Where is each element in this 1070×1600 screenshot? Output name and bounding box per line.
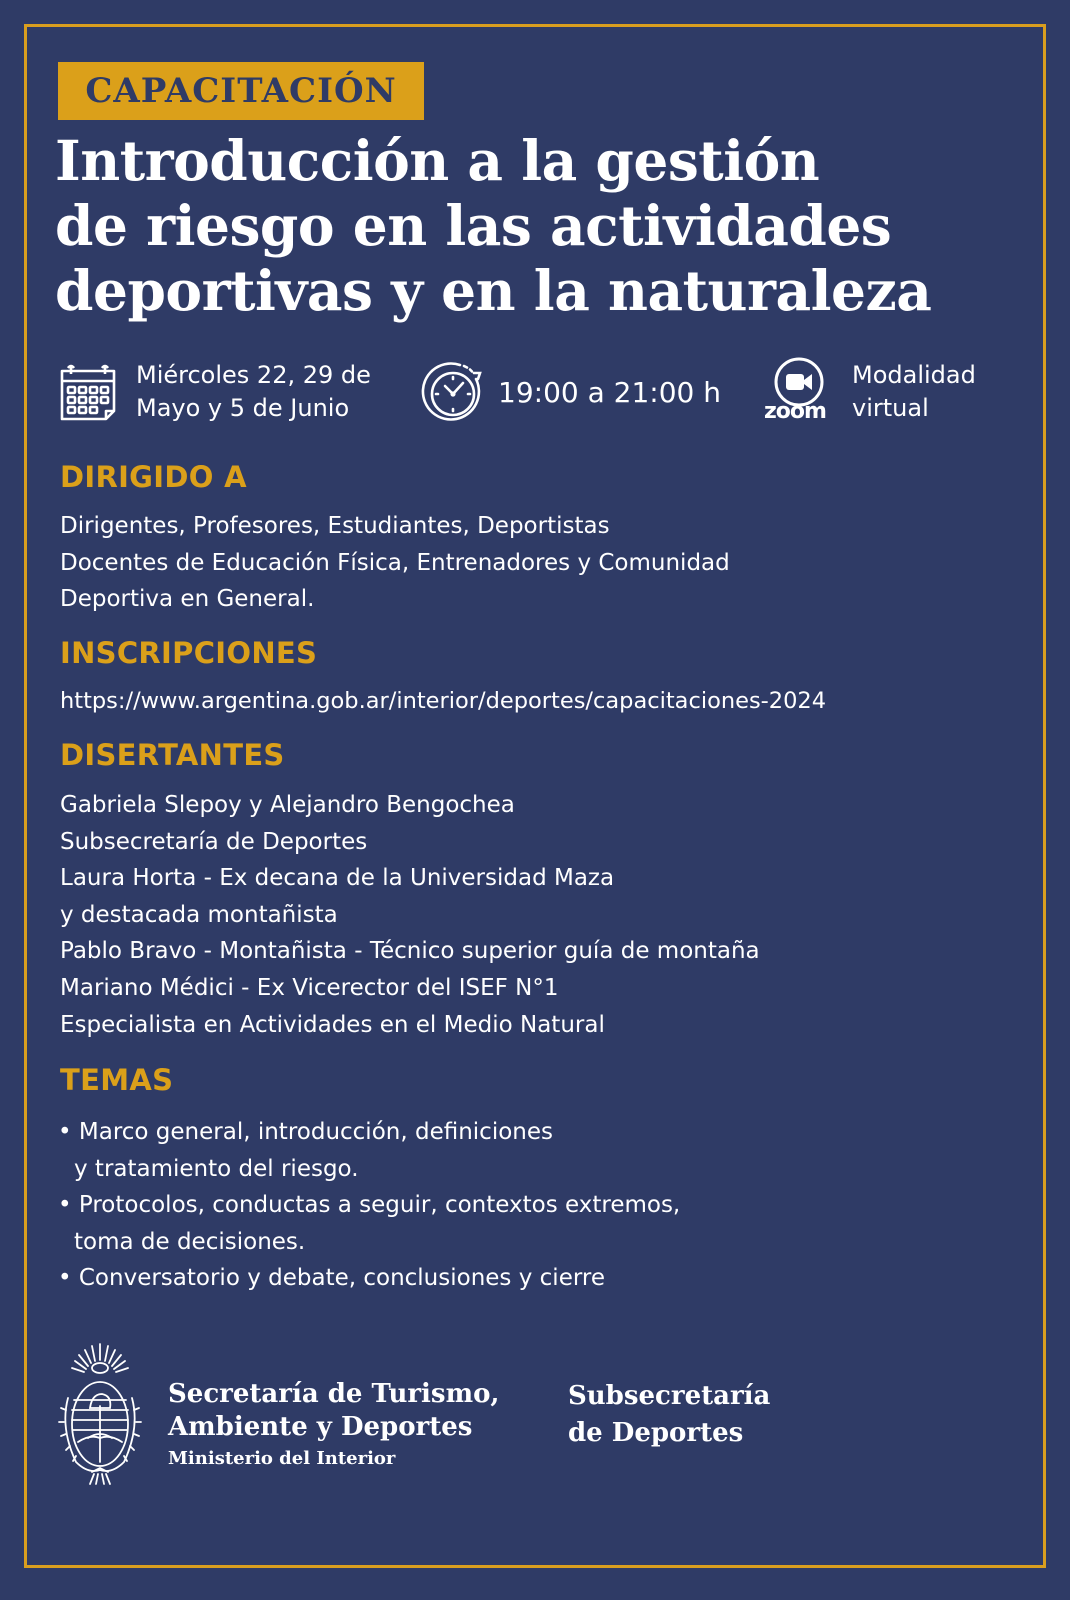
title-line: deportivas y en la naturaleza bbox=[55, 258, 932, 323]
speaker-line: Laura Horta - Ex decana de la Universidad Maza bbox=[60, 865, 615, 892]
topic-item-continuation: y tratamiento del riesgo. bbox=[74, 1155, 359, 1182]
date-line: Miércoles 22, 29 de bbox=[136, 361, 371, 389]
argentina-coat-of-arms-icon bbox=[58, 1338, 142, 1488]
audience-list bbox=[60, 508, 730, 618]
org-line: Ambiente y Deportes bbox=[168, 1412, 473, 1442]
category-badge: CAPACITACIÓN bbox=[58, 62, 424, 120]
time-text: 19:00 a 21:00 h bbox=[498, 375, 721, 409]
event-modality bbox=[762, 352, 976, 432]
audience-line: Deportiva en General. bbox=[60, 586, 315, 613]
organization-name bbox=[168, 1378, 499, 1474]
modality-line: Modalidad bbox=[852, 361, 976, 389]
speaker-line: Subsecretaría de Deportes bbox=[60, 828, 368, 855]
speaker-line: Pablo Bravo - Montañista - Técnico superior guía de montaña bbox=[60, 938, 760, 965]
topic-item: • Marco general, introducción, definiciones bbox=[58, 1119, 553, 1145]
audience-line: Docentes de Educación Física, Entrenadores y Comunidad bbox=[60, 549, 730, 576]
topic-item-continuation: toma de decisiones. bbox=[74, 1228, 306, 1255]
org-line: Secretaría de Turismo, bbox=[168, 1379, 500, 1409]
section-heading-inscripciones: INSCRIPCIONES bbox=[60, 636, 318, 670]
date-line: Mayo y 5 de Junio bbox=[136, 394, 350, 422]
ministry-name: Ministerio del Interior bbox=[168, 1448, 396, 1469]
registration-link[interactable]: https://www.argentina.gob.ar/interior/deportes/capacitaciones-2024 bbox=[60, 688, 827, 714]
date-text bbox=[136, 359, 371, 425]
topic-item: • Protocolos, conductas a seguir, contextos extremos, bbox=[58, 1192, 681, 1219]
modality-text bbox=[852, 359, 976, 425]
speakers-list bbox=[60, 787, 760, 1043]
zoom-logo bbox=[762, 356, 836, 428]
speaker-line: Gabriela Slepoy y Alejandro Bengochea bbox=[60, 792, 515, 818]
section-heading-temas: TEMAS bbox=[60, 1063, 174, 1097]
zoom-wordmark: zoom bbox=[764, 399, 826, 424]
title-line: de riesgo en las actividades bbox=[55, 193, 892, 258]
title-line: Introducción a la gestión bbox=[55, 128, 820, 193]
stopwatch-icon bbox=[420, 359, 486, 425]
speaker-line: Mariano Médici - Ex Vicerector del ISEF N°1 bbox=[60, 974, 559, 1001]
speaker-line: Especialista en Actividades en el Medio Natural bbox=[60, 1011, 605, 1038]
event-title bbox=[55, 128, 1045, 323]
topic-item: • Conversatorio y debate, conclusiones y cierre bbox=[58, 1265, 605, 1292]
audience-line: Dirigentes, Profesores, Estudiantes, Deportistas bbox=[60, 513, 610, 539]
event-time bbox=[420, 352, 721, 432]
sub-org-line: de Deportes bbox=[568, 1418, 744, 1448]
sub-organization-name bbox=[568, 1378, 770, 1452]
modality-line: virtual bbox=[852, 394, 929, 422]
speaker-line: y destacada montañista bbox=[60, 901, 338, 928]
topics-list bbox=[58, 1114, 680, 1297]
calendar-icon bbox=[58, 361, 118, 423]
section-heading-dirigido: DIRIGIDO A bbox=[60, 460, 247, 494]
sub-org-line: Subsecretaría bbox=[568, 1381, 771, 1411]
section-heading-disertantes: DISERTANTES bbox=[60, 738, 285, 772]
event-date bbox=[58, 352, 371, 432]
